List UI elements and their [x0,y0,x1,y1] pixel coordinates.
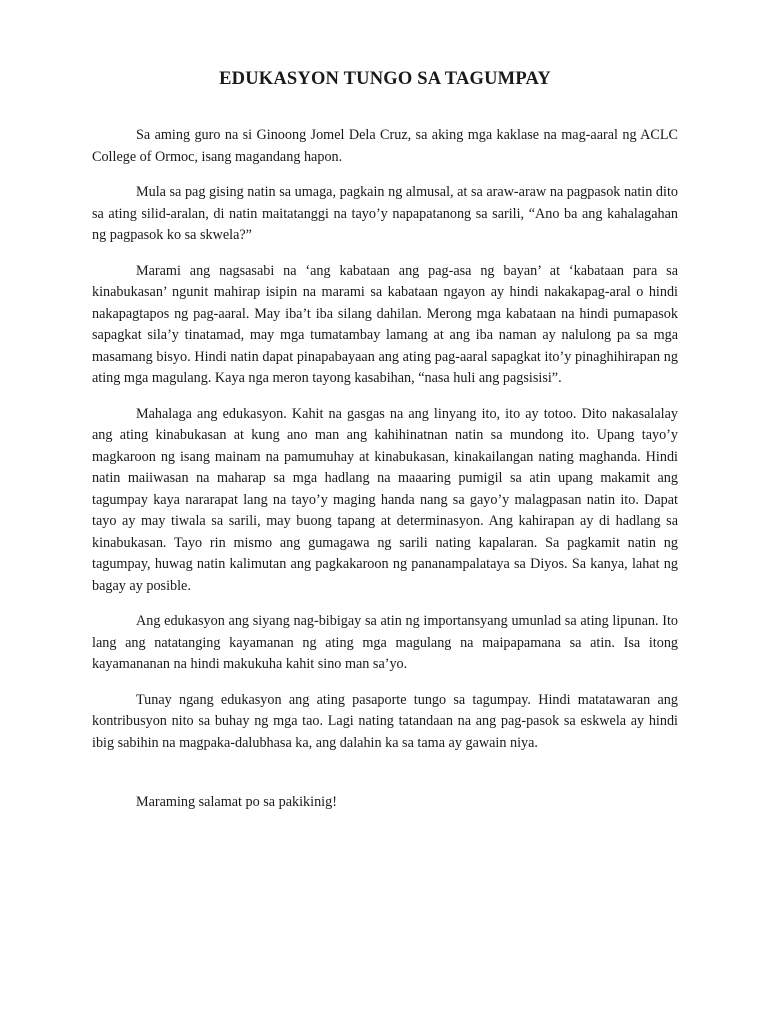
paragraph-question: Mula sa pag gising natin sa umaga, pagkain ng almusal, at sa araw-araw na pagpasok natin dito sa ating silid-aralan, di natin maitatanggi na tayo’y napapatanong sa sarili, “Ano ba ang kahalagahan ng pagpasok ko sa skwela?” [92,184,678,243]
paragraph-passport: Tunay ngang edukasyon ang ating pasaporte tungo sa tagumpay. Hindi matatawaran ang kontribusyon nito sa buhay ng mga tao. Lagi nating tatandaan na ang pag-pasok sa eskwela ay hindi ibig sabihin na magpaka-dalubhasa ka, ang dalahin ka sa tama ay gawain niya. [92,691,678,751]
closing-line: Maraming salamat po sa pakikinig! [136,794,337,810]
paragraph-youth: Marami ang nagsasabi na ‘ang kabataan ang pag-asa ng bayan’ at ‘kabataan para sa kinabukasan’ ngunit mahirap isipin na marami sa kabataan ngayon ay hindi nakakapag-aral o hindi nakapagtapos ng pag-aaral. May iba’t iba silang dahilan. Merong mga kabataan na hindi pumapasok sapagkat sila’y tinatamad, may mga tumatambay lamang at ang iba naman ay nalulong pa sa mga masamang bisyo. Hindi natin dapat pinapabayaan ang ating pag-aaral sapagkat ito’y pinaghihirapan ng ating mga magulang. Kaya nga meron tayong kasabihan, “nasa huli ang pagsisisi”. [92,262,678,386]
document-title: EDUKASYON TUNGO SA TAGUMPAY [219,69,551,89]
paragraph-importance: Mahalaga ang edukasyon. Kahit na gasgas na ang linyang ito, ito ay totoo. Dito nakasalalay ang ating kinabukasan at kung ano man ang kahihinatnan natin sa mundong ito. Upang tayo’y magkaroon ng isang mainam na pamumuhay at kinabukasan, kinakailangan nating maghanda. Hindi natin maiiwasan na maharap sa mga hadlang na maaaring pumigil sa atin upang makamit ang tagumpay kaya nararapat lang na tayo’y maging handa nang sa gayo’y malagpasan natin ito. Dapat tayo ay may tiwala sa sarili, may buong tapang at determinasyon. Ang kahirapan ay di hadlang sa kinabukasan. Tayo rin mismo ang gumagawa ng sarili nating kapalaran. Sa pagkamit natin ng tagumpay, huwag natin kalimutan ang pagkakaroon ng pananampalataya sa Diyos. Sa kanya, lahat ng bagay ay posible. [92,405,678,594]
paragraph-wealth: Ang edukasyon ang siyang nag-bibigay sa atin ng importansyang umunlad sa ating lipunan. Ito lang ang natatanging kayamanan ng ating mga magulang na maipapamana sa atin. Isa itong kayamananan na hindi makukuha kahit sino man sa’yo. [92,613,678,672]
paragraph-greeting: Sa aming guro na si Ginoong Jomel Dela Cruz, sa aking mga kaklase na mag-aaral ng ACLC College of Ormoc, isang magandang hapon. [92,127,678,165]
document-page [92,66,678,814]
